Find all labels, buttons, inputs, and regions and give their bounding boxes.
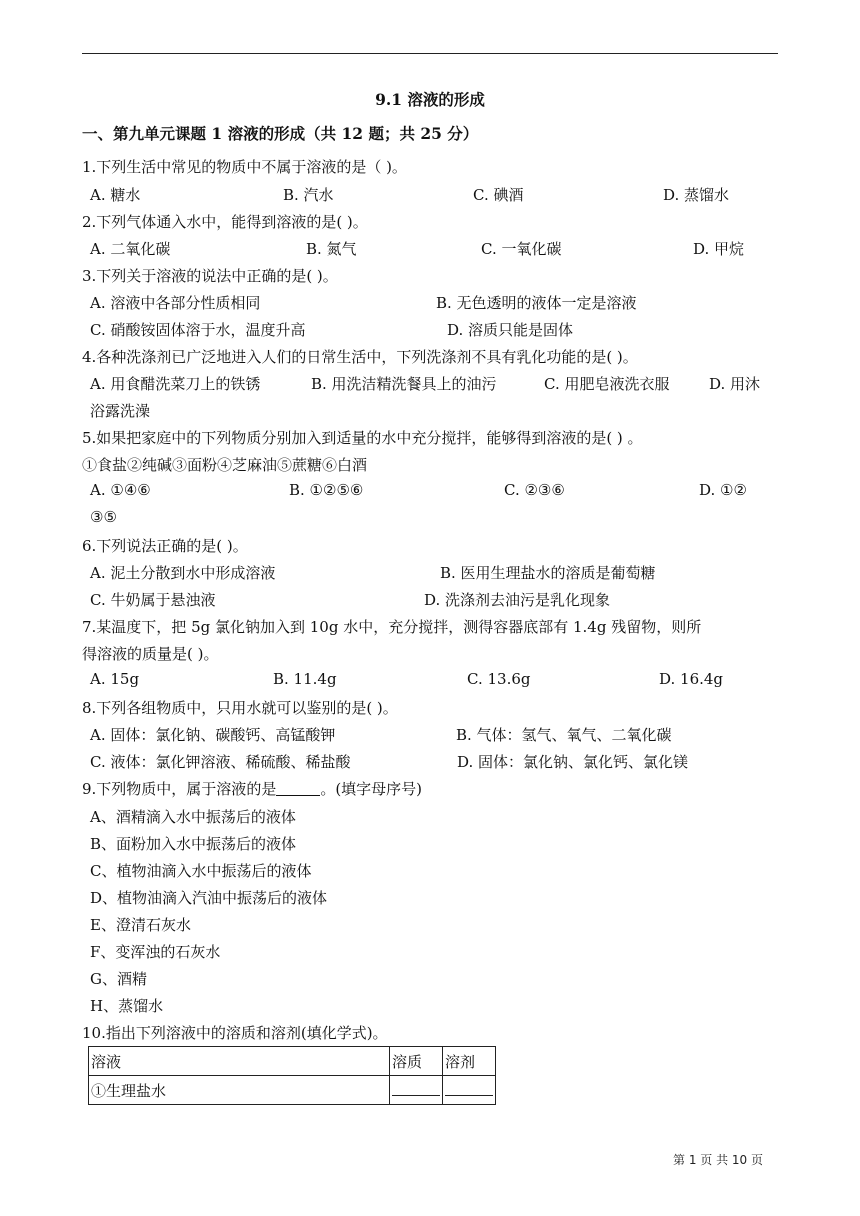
q5-option-a[interactable]: A. ①④⑥ — [90, 481, 151, 499]
header-solvent: 溶剂 — [443, 1047, 496, 1076]
question-7-stem-continued: 得溶液的质量是( )。 — [82, 645, 219, 663]
q5-option-d-continued: ③⑤ — [90, 508, 117, 526]
q9-item-g: G、酒精 — [90, 970, 147, 988]
row-saline: ①生理盐水 — [89, 1076, 390, 1105]
q6-option-c[interactable]: C. 牛奶属于悬浊液 — [90, 591, 216, 609]
q5-option-b[interactable]: B. ①②⑤⑥ — [289, 481, 364, 499]
q8-option-b[interactable]: B. 气体：氢气、氧气、二氧化碳 — [456, 726, 672, 744]
q4-option-d[interactable]: D. 用沐 — [709, 375, 761, 393]
page-title: 9.1 溶液的形成 — [375, 90, 485, 109]
solution-table — [88, 1046, 496, 1105]
q1-option-b[interactable]: B. 汽水 — [283, 186, 334, 204]
q6-option-b[interactable]: B. 医用生理盐水的溶质是葡萄糖 — [440, 564, 656, 582]
q2-option-a[interactable]: A. 二氧化碳 — [90, 240, 171, 258]
q3-option-b[interactable]: B. 无色透明的液体一定是溶液 — [436, 294, 637, 312]
q9-item-f: F、变浑浊的石灰水 — [90, 943, 221, 961]
header-solute: 溶质 — [390, 1047, 443, 1076]
question-7-stem: 7.某温度下，把 5g 氯化钠加入到 10g 水中，充分搅拌，测得容器底部有 1.4g 残留物，则所 — [82, 618, 702, 636]
q9-item-c: C、植物油滴入水中振荡后的液体 — [90, 862, 312, 880]
q4-option-a[interactable]: A. 用食醋洗菜刀上的铁锈 — [90, 375, 261, 393]
q3-option-d[interactable]: D. 溶质只能是固体 — [447, 321, 574, 339]
question-4-stem: 4.各种洗涤剂已广泛地进入人们的日常生活中，下列洗涤剂不具有乳化功能的是( )。 — [82, 348, 638, 366]
solvent-answer-cell[interactable] — [443, 1076, 496, 1105]
q7-option-a[interactable]: A. 15g — [90, 670, 140, 688]
q1-option-d[interactable]: D. 蒸馏水 — [663, 186, 730, 204]
question-1-stem: 1.下列生活中常见的物质中不属于溶液的是（ )。 — [82, 158, 407, 176]
q9-item-b: B、面粉加入水中振荡后的液体 — [90, 835, 297, 853]
q8-option-c[interactable]: C. 液体：氯化钾溶液、稀硫酸、稀盐酸 — [90, 753, 351, 771]
q2-option-d[interactable]: D. 甲烷 — [693, 240, 745, 258]
table-header-row — [89, 1047, 496, 1076]
question-3-stem: 3.下列关于溶液的说法中正确的是( )。 — [82, 267, 338, 285]
q1-option-c[interactable]: C. 碘酒 — [473, 186, 524, 204]
q9-item-d: D、植物油滴入汽油中振荡后的液体 — [90, 889, 328, 907]
section-heading: 一、第九单元课题 1 溶液的形成（共 12 题；共 25 分） — [82, 124, 479, 143]
q8-option-a[interactable]: A. 固体：氯化钠、碳酸钙、高锰酸钾 — [90, 726, 336, 744]
q8-option-d[interactable]: D. 固体：氯化钠、氯化钙、氯化镁 — [457, 753, 689, 771]
q9-stem-post: 。(填字母序号) — [320, 780, 423, 798]
q9-answer-blank[interactable] — [276, 781, 320, 796]
question-6-stem: 6.下列说法正确的是( )。 — [82, 537, 248, 555]
q7-option-d[interactable]: D. 16.4g — [659, 670, 724, 688]
q7-option-b[interactable]: B. 11.4g — [273, 670, 337, 688]
question-10-stem: 10.指出下列溶液中的溶质和溶剂(填化学式)。 — [82, 1024, 388, 1042]
q9-item-e: E、澄清石灰水 — [90, 916, 191, 934]
page-footer: 第 1 页 共 10 页 — [673, 1153, 763, 1167]
q2-option-b[interactable]: B. 氮气 — [306, 240, 357, 258]
q1-option-a[interactable]: A. 糖水 — [90, 186, 141, 204]
q9-item-a: A、酒精滴入水中振荡后的液体 — [90, 808, 296, 826]
q2-option-c[interactable]: C. 一氧化碳 — [481, 240, 562, 258]
q4-option-c[interactable]: C. 用肥皂液洗衣服 — [544, 375, 670, 393]
question-2-stem: 2.下列气体通入水中，能得到溶液的是( )。 — [82, 213, 368, 231]
question-8-stem: 8.下列各组物质中，只用水就可以鉴别的是( )。 — [82, 699, 398, 717]
q5-option-c[interactable]: C. ②③⑥ — [504, 481, 565, 499]
header-rule — [82, 53, 778, 54]
q9-stem-pre: 9.下列物质中，属于溶液的是 — [82, 780, 277, 798]
q6-option-a[interactable]: A. 泥土分散到水中形成溶液 — [90, 564, 276, 582]
question-9-stem — [82, 778, 422, 799]
table-row — [89, 1076, 496, 1105]
q3-option-c[interactable]: C. 硝酸铵固体溶于水，温度升高 — [90, 321, 306, 339]
question-5-items: ①食盐②纯碱③面粉④芝麻油⑤蔗糖⑥白酒 — [82, 456, 368, 474]
header-solution: 溶液 — [89, 1047, 390, 1076]
q4-option-b[interactable]: B. 用洗洁精洗餐具上的油污 — [311, 375, 497, 393]
q5-option-d[interactable]: D. ①② — [699, 481, 747, 499]
q7-option-c[interactable]: C. 13.6g — [467, 670, 531, 688]
q6-option-d[interactable]: D. 洗涤剂去油污是乳化现象 — [424, 591, 611, 609]
solute-answer-cell[interactable] — [390, 1076, 443, 1105]
question-5-stem: 5.如果把家庭中的下列物质分别加入到适量的水中充分搅拌，能够得到溶液的是( ) 。 — [82, 429, 643, 447]
q3-option-a[interactable]: A. 溶液中各部分性质相同 — [90, 294, 261, 312]
q9-item-h: H、蒸馏水 — [90, 997, 164, 1015]
q4-option-d-continued: 浴露洗澡 — [90, 402, 151, 420]
